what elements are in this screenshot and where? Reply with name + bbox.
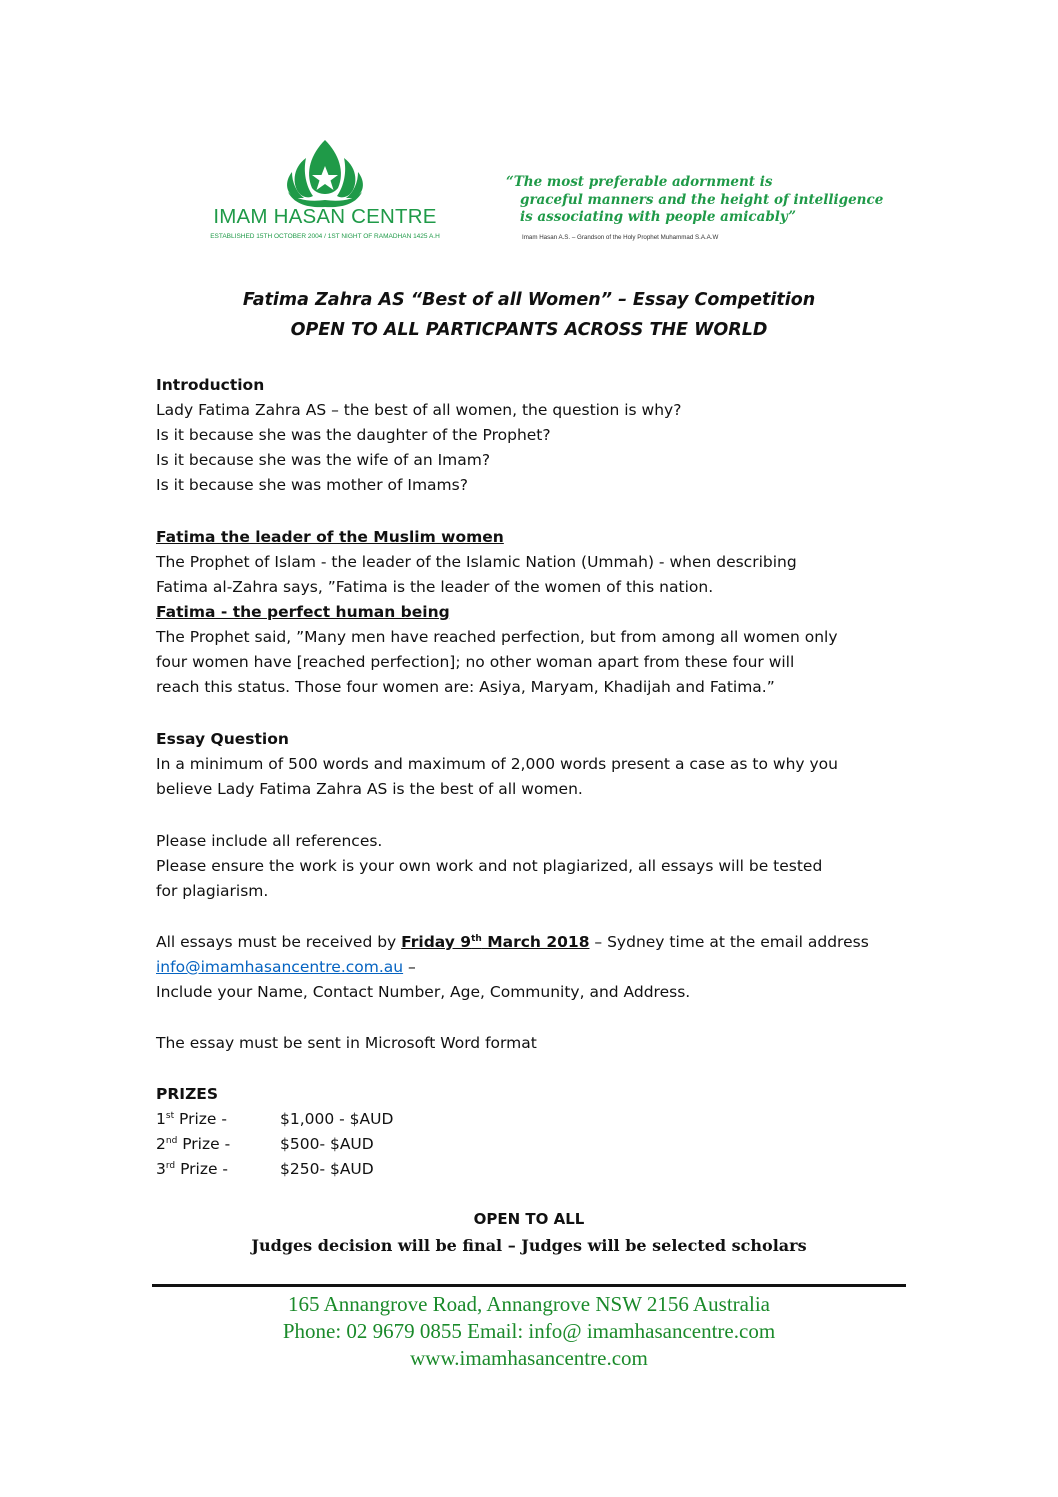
section-heading: Fatima the leader of the Muslim women [156,528,504,546]
email-line [156,955,916,980]
format-line: The essay must be sent in Microsoft Word format [156,1034,537,1052]
include-line: Include your Name, Contact Number, Age, Community, and Address. [156,983,691,1001]
deadline-date-day: Friday 9 [401,933,472,951]
quote-attribution: Imam Hasan A.S. – Grandson of the Holy Prophet Muhammad S.A.A.W [522,234,719,241]
essay-question-section [156,727,916,802]
prize-row [156,1157,916,1182]
open-to-all-text: OPEN TO ALL [473,1210,585,1228]
quote-line: is associating with people amicably” [520,209,796,225]
logo-established-text: ESTABLISHED 15TH OCTOBER 2004 / 1ST NIGHT OF RAMADHAN 1425 A.H [210,233,440,240]
paragraph-line: In a minimum of 500 words and maximum of 2,000 words present a case as to why you [156,755,838,773]
footer-divider [152,1284,906,1287]
section-heading: PRIZES [156,1085,219,1103]
introduction-section [156,373,916,498]
footer-website[interactable]: www.imamhasancentre.com [410,1346,648,1370]
paragraph-line: four women have [reached perfection]; no other woman apart from these four will [156,653,795,671]
footer-address: 165 Annangrove Road, Annangrove NSW 2156 Australia [288,1292,770,1316]
prize-amount: $250- $AUD [280,1160,374,1178]
paragraph-line: Please ensure the work is your own work and not plagiarized, all essays will be tested [156,857,823,875]
prize-amount: $1,000 - $AUD [280,1110,394,1128]
deadline-line [156,930,916,955]
prize-label-text: Prize - [177,1135,231,1153]
deadline-date-rest: March 2018 [481,933,590,951]
format-section [156,1031,916,1056]
prize-rank-sup: st [165,1111,175,1121]
prize-rank: 2 [156,1135,166,1153]
header-quote [506,174,886,227]
prize-rank: 3 [156,1160,166,1178]
section-heading: Introduction [156,376,265,394]
prize-label [156,1107,280,1132]
prize-label-text: Prize - [174,1110,227,1128]
prize-rank-sup: rd [165,1161,176,1171]
paragraph-line: Is it because she was the wife of an Imam? [156,451,491,469]
judges-text: Judges decision will be final – Judges will be selected scholars [251,1236,807,1255]
prize-row [156,1132,916,1157]
email-suffix: – [403,958,416,976]
paragraph-line: The Prophet of Islam - the leader of the Islamic Nation (Ummah) - when describing [156,553,797,571]
paragraph-line: Fatima al-Zahra says, ”Fatima is the leader of the women of this nation. [156,578,714,596]
prize-label [156,1157,280,1182]
instructions-section [156,829,916,904]
deadline-date-sup: th [471,934,482,944]
prize-rank: 1 [156,1110,166,1128]
paragraph-line: Is it because she was the daughter of the Prophet? [156,426,551,444]
leader-section [156,525,916,700]
paragraph-line: reach this status. Those four women are: Asiya, Maryam, Khadijah and Fatima.” [156,678,775,696]
deadline-suffix: – Sydney time at the email address [589,933,869,951]
logo-name: IMAM HASAN CENTRE [213,205,437,228]
paragraph-line: believe Lady Fatima Zahra AS is the best of all women. [156,780,583,798]
paragraph-line: The Prophet said, ”Many men have reached perfection, but from among all women only [156,628,838,646]
prizes-section [156,1082,916,1182]
quote-line: graceful manners and the height of intelligence [520,191,884,208]
deadline-section [156,930,916,1005]
page-subtitle: OPEN TO ALL PARTICPANTS ACROSS THE WORLD [290,320,768,340]
quote-line: “The most preferable adornment is [506,174,773,190]
email-link[interactable]: info@imamhasancentre.com.au [156,958,404,976]
prize-rank-sup: nd [165,1136,178,1146]
paragraph-line: for plagiarism. [156,882,269,900]
prize-row [156,1107,916,1132]
deadline-date [401,933,589,951]
deadline-prefix: All essays must be received by [156,933,402,951]
section-heading: Fatima - the perfect human being [156,603,450,621]
prize-label-text: Prize - [175,1160,229,1178]
prize-amount: $500- $AUD [280,1135,374,1153]
section-heading: Essay Question [156,730,289,748]
paragraph-line: Is it because she was mother of Imams? [156,476,468,494]
prize-label [156,1132,280,1157]
paragraph-line: Lady Fatima Zahra AS – the best of all women, the question is why? [156,401,682,419]
footer-contact: Phone: 02 9679 0855 Email: info@ imamhasancentre.com [282,1319,776,1343]
paragraph-line: Please include all references. [156,832,383,850]
page-title: Fatima Zahra AS “Best of all Women” – Essay Competition [242,290,816,310]
